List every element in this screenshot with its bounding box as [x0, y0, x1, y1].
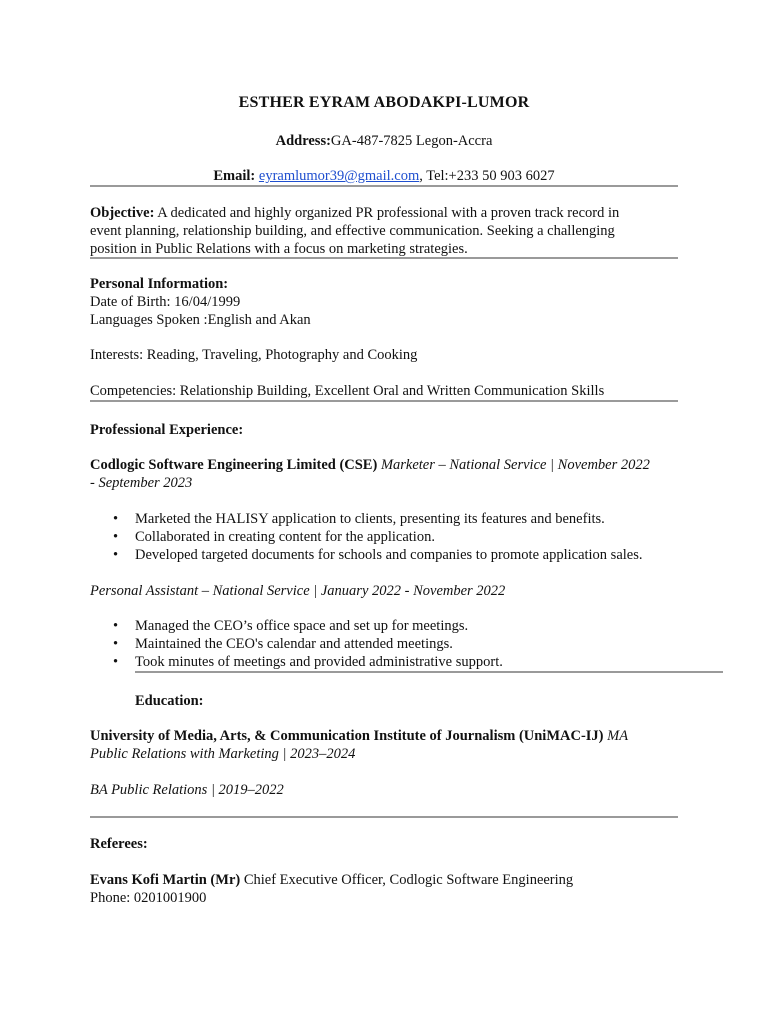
assistant-duties-list [90, 617, 690, 671]
university-name: University of Media, Arts, & Communication Institute of Journalism (UniMAC-IJ) [90, 728, 604, 744]
personal-info-section [90, 275, 680, 329]
objective-line-1: A dedicated and highly organized PR professional with a proven track record in [154, 205, 620, 221]
referee-name: Evans Kofi Martin (Mr) [90, 872, 241, 888]
telephone-text: , Tel:+233 50 903 6027 [419, 168, 555, 184]
address-line [90, 132, 678, 150]
address-value: GA-487-7825 Legon-Accra [330, 133, 493, 149]
objective-line-3: position in Public Relations with a focus on marketing strategies. [90, 241, 468, 257]
address-label: Address: [275, 133, 331, 149]
list-item: • Collaborated in creating content for the application. [113, 529, 435, 545]
bullet-icon: • [113, 547, 119, 563]
bullet-icon: • [113, 654, 119, 670]
referees-heading: Referees: [90, 836, 148, 852]
section-divider [90, 257, 678, 259]
experience-entry-cse [90, 456, 680, 492]
date-of-birth: Date of Birth: 16/04/1999 [90, 294, 241, 310]
languages-spoken: Languages Spoken :English and Akan [90, 312, 311, 328]
email-label: Email: [213, 168, 256, 184]
section-divider [90, 400, 678, 402]
personal-info-heading: Personal Information: [90, 276, 229, 292]
company-name: Codlogic Software Engineering Limited (CSE) [90, 457, 378, 473]
experience-heading: Professional Experience: [90, 422, 244, 438]
role-marketer-dates: - September 2023 [90, 475, 193, 491]
education-entry-unimac [90, 727, 680, 763]
bullet-icon: • [113, 511, 119, 527]
contact-line [90, 167, 678, 185]
list-item: • Marketed the HALISY application to clients, presenting its features and benefits. [113, 511, 605, 527]
bullet-icon: • [113, 618, 119, 634]
objective-label: Objective: [90, 205, 155, 221]
referee-entry [90, 871, 680, 907]
role-personal-assistant: Personal Assistant – National Service | January 2022 - November 2022 [90, 583, 506, 599]
list-item: • Maintained the CEO's calendar and attended meetings. [113, 636, 453, 652]
degree-ma-details: Public Relations with Marketing | 2023–2024 [90, 746, 356, 762]
section-divider [90, 816, 678, 818]
list-item: • Managed the CEO’s office space and set up for meetings. [113, 618, 469, 634]
referee-phone: Phone: 0201001900 [90, 890, 207, 906]
interests: Interests: Reading, Traveling, Photography and Cooking [90, 347, 418, 363]
competencies: Competencies: Relationship Building, Excellent Oral and Written Communication Skills [90, 383, 605, 399]
list-item: • Took minutes of meetings and provided administrative support. [113, 654, 503, 670]
bullet-icon: • [113, 636, 119, 652]
marketer-duties-list [90, 510, 690, 564]
bullet-icon: • [113, 529, 119, 545]
resume-name: ESTHER EYRAM ABODAKPI-LUMOR [238, 94, 530, 111]
role-marketer: Marketer – National Service | November 2022 [377, 457, 650, 473]
degree-ma: MA [603, 728, 629, 744]
list-item: • Developed targeted documents for schools and companies to promote application sales. [113, 547, 643, 563]
objective-line-2: event planning, relationship building, and effective communication. Seeking a challenging [90, 223, 615, 239]
objective-section [90, 204, 680, 258]
email-link[interactable]: eyramlumor39@gmail.com [258, 168, 420, 184]
section-divider [90, 185, 678, 187]
degree-ba: BA Public Relations | 2019–2022 [90, 782, 284, 798]
referee-title: Chief Executive Officer, Codlogic Software Engineering [240, 872, 574, 888]
education-heading: Education: [135, 693, 204, 709]
section-divider [135, 671, 723, 673]
